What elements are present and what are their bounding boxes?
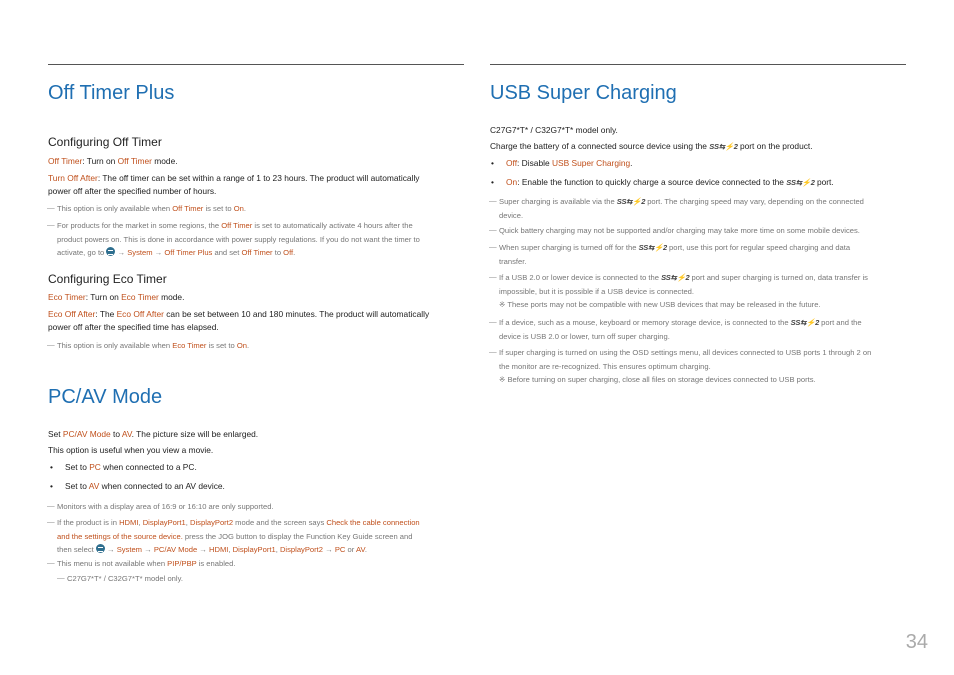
pc-av-note-4: — C27G7*T* / C32G7*T* model only. bbox=[57, 573, 183, 583]
usb-note-3: — When super charging is turned off for the SS⇆⚡2 port, use this port for regular speed charging and data transfer. bbox=[489, 242, 851, 266]
bullet-av: • Set to AV when connected to an AV device. bbox=[50, 481, 225, 491]
note-dash-icon: — bbox=[47, 501, 55, 510]
usb-note-2: — Quick battery charging may not be supported and/or charging may take more time on some mobile devices. bbox=[489, 225, 860, 235]
usb-note-5: — If a device, such as a mouse, keyboard or memory storage device, is connected to the SS⇆⚡2 port and the device is USB 2.0 or lower, turn off super charging. bbox=[489, 317, 862, 341]
usb-note-1: — Super charging is available via the SS⇆⚡2 port. The charging speed may vary, depending on the connected device. bbox=[489, 196, 864, 220]
off-timer-note-1: — This option is only available when Off Timer is set to On. bbox=[47, 203, 246, 213]
usb-charge-line: Charge the battery of a connected source device using the SS⇆⚡2 port on the product. bbox=[490, 141, 813, 151]
note-dash-icon: — bbox=[489, 196, 497, 205]
note-dash-icon: — bbox=[47, 517, 55, 526]
note-dash-icon: — bbox=[489, 225, 497, 234]
usb-superspeed-icon: SS⇆⚡2 bbox=[790, 318, 819, 327]
pc-av-mode-useful: This option is useful when you view a movie. bbox=[48, 445, 214, 455]
note-dash-icon: — bbox=[47, 558, 55, 567]
eco-timer-note-1: — This option is only available when Eco Timer is set to On. bbox=[47, 340, 250, 350]
configuring-eco-timer-heading: Configuring Eco Timer bbox=[48, 272, 167, 286]
turn-off-after-paragraph: Turn Off After: The off timer can be set within a range of 1 to 23 hours. The product will automatically power off after the specified number of hours. bbox=[48, 173, 420, 196]
usb-note-4: — If a USB 2.0 or lower device is connected to the SS⇆⚡2 port and super charging is turned on, data transfer is impossible, but it is possible if a USB device is connected. ※ These ports may not be compatible with new USB devices that may be released in the future. bbox=[499, 271, 909, 312]
note-dash-icon: — bbox=[47, 220, 55, 229]
note-dash-icon: — bbox=[489, 242, 497, 251]
bullet-pc: • Set to PC when connected to a PC. bbox=[50, 462, 197, 472]
bullet-usb-off: • Off: Disable USB Super Charging. bbox=[491, 158, 633, 168]
usb-model-line: C27G7*T* / C32G7*T* model only. bbox=[490, 125, 618, 135]
menu-icon bbox=[106, 247, 115, 256]
usb-superspeed-icon: SS⇆⚡2 bbox=[709, 142, 738, 151]
bullet-dot-icon: • bbox=[491, 158, 494, 168]
note-dash-icon: — bbox=[489, 347, 497, 356]
off-timer-plus-title: Off Timer Plus bbox=[48, 82, 175, 104]
usb-superspeed-icon: SS⇆⚡2 bbox=[638, 243, 667, 252]
bullet-usb-on: • On: Enable the function to quickly charge a source device connected to the SS⇆⚡2 port. bbox=[491, 177, 834, 187]
configuring-off-timer-heading: Configuring Off Timer bbox=[48, 135, 162, 149]
right-top-rule bbox=[490, 64, 906, 65]
usb-superspeed-icon: SS⇆⚡2 bbox=[786, 178, 815, 187]
note-dash-icon: — bbox=[489, 272, 497, 281]
pc-av-mode-line: Set PC/AV Mode to AV. The picture size will be enlarged. bbox=[48, 429, 259, 439]
note-dash-icon: — bbox=[47, 340, 55, 349]
eco-timer-line: Eco Timer: Turn on Eco Timer mode. bbox=[48, 292, 185, 302]
bullet-dot-icon: • bbox=[50, 462, 53, 472]
usb-super-charging-title: USB Super Charging bbox=[490, 82, 677, 104]
usb-note-4-sub: ※ These ports may not be compatible with new USB devices that may be released in the future. bbox=[499, 300, 821, 309]
off-timer-line: Off Timer: Turn on Off Timer mode. bbox=[48, 156, 178, 166]
usb-superspeed-icon: SS⇆⚡2 bbox=[616, 197, 646, 206]
note-dash-icon: — bbox=[47, 203, 55, 212]
note-dash-icon: — bbox=[489, 317, 497, 326]
eco-off-after-paragraph: Eco Off After: The Eco Off After can be set between 10 and 180 minutes. The product will automatically power off after the specified time has elapsed. bbox=[48, 309, 430, 332]
pc-av-note-3: — This menu is not available when PIP/PBP is enabled. bbox=[47, 558, 236, 568]
pc-av-note-2: — If the product is in HDMI, DisplayPort1, DisplayPort2 mode and the screen says Check the cable connection and the settings of the source device. press the JOG button to display the Function Key Guide screen and then select → System → PC/AV Mode → HDMI, DisplayPort1, DisplayPort2 → PC or AV. bbox=[47, 517, 420, 554]
usb-superspeed-icon: SS⇆⚡2 bbox=[661, 273, 690, 282]
bullet-dot-icon: • bbox=[491, 177, 494, 187]
usb-note-6-sub: ※ Before turning on super charging, close all files on storage devices connected to USB ports. bbox=[499, 375, 816, 384]
pc-av-mode-title: PC/AV Mode bbox=[48, 386, 163, 408]
menu-icon bbox=[96, 544, 105, 553]
off-timer-note-2: — For products for the market in some regions, the Off Timer is set to automatically activate 4 hours after the product powers on. This is done in accordance with power supply regulations. If you do not want the timer to activate, go to → System → Off Timer Plus and set Off Timer to Off. bbox=[47, 220, 420, 257]
usb-note-6: — If super charging is turned on using the OSD settings menu, all devices connected to USB ports 1 through 2 on the monitor are re-recognized. This ensures optimum charging. ※ Before turning on super charging, close all files on storage devices connected to USB ports. bbox=[499, 346, 909, 387]
bullet-dot-icon: • bbox=[50, 481, 53, 491]
note-dash-icon: — bbox=[57, 573, 65, 582]
page-number: 34 bbox=[905, 631, 928, 653]
left-top-rule bbox=[48, 64, 464, 65]
pc-av-note-1: — Monitors with a display area of 16:9 or 16:10 are only supported. bbox=[47, 501, 274, 511]
